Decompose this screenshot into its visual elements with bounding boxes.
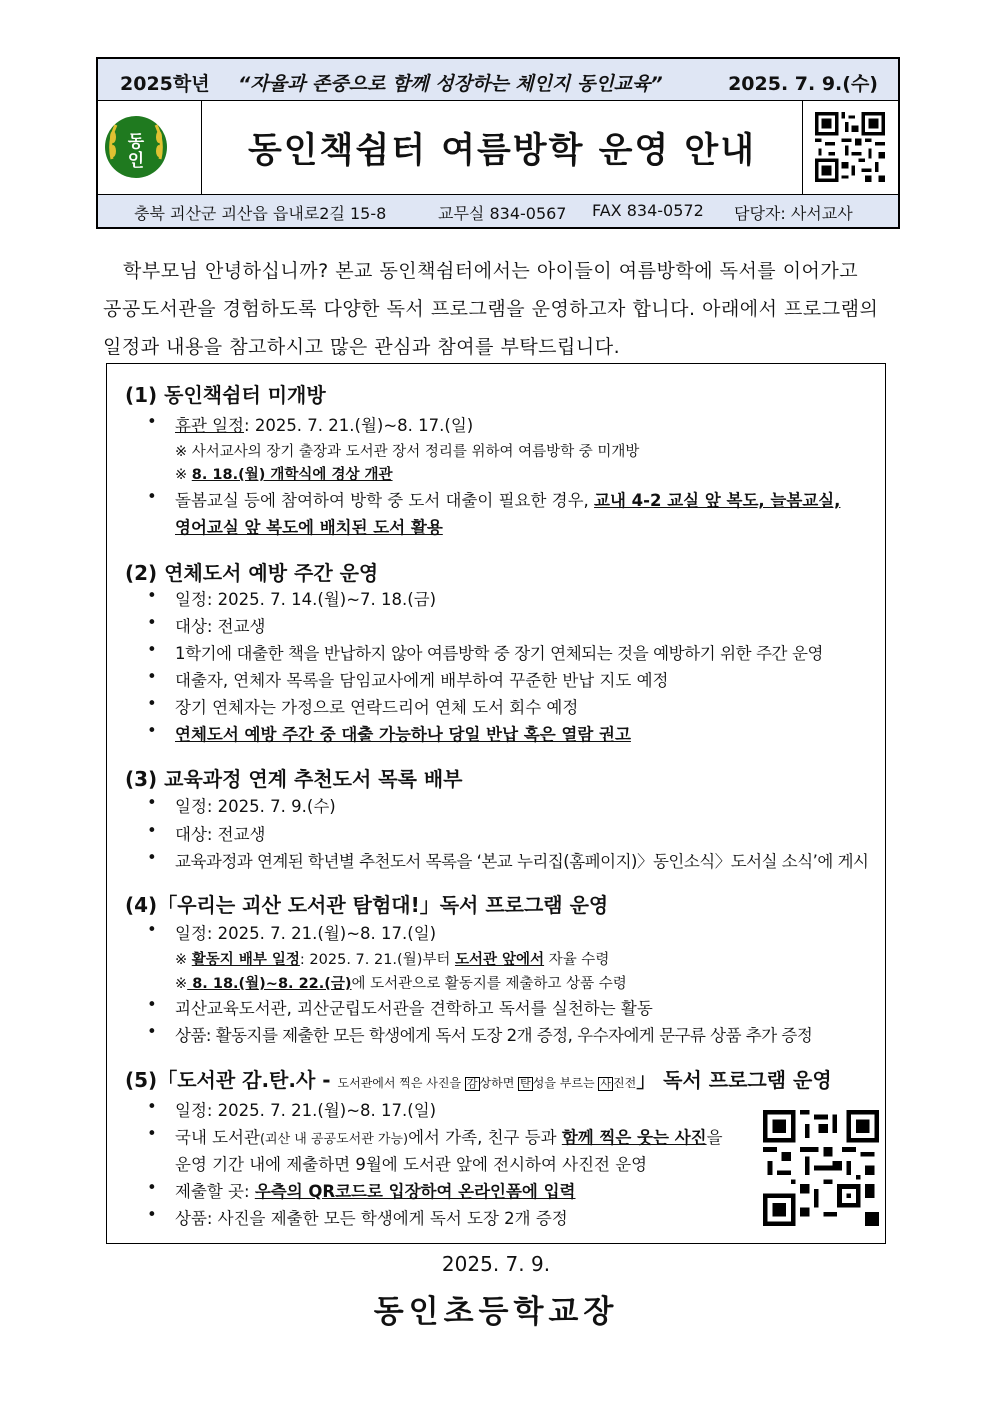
fax-number: FAX 834-0572 <box>592 201 704 220</box>
school-address: 충북 괴산군 괴산읍 읍내로2길 15-8 <box>134 204 387 223</box>
list-item-continuation: 운영 기간 내에 제출하면 9월에 도서관 앞에 전시하여 사진전 운영 <box>175 1155 648 1174</box>
section-3-heading: (3) 교육과정 연계 추천도서 목록 배부 <box>125 767 463 791</box>
program-box: (1) 동인책쉼터 미개방 • 휴관 일정: 2025. 7. 21.(월)~8. 17.(일) ※ 사서교사의 장기 출장과 도서관 장서 정리를 위하여 여름방학 중 미개방 ※ 8. 18.(월) 개학식에 경상 개관 • 돌봄교실 등에 참여하여 방학 중 도서 대출이 필요한 경우, 교내 4-2 교실 앞 복도, 늘봄교실, 영어교실 앞 복도에 배치된 도서 활용 (2) 연체도서 예방 주간 운영 • 일정: 2025. 7. 14.(월)~7. 18.(금) • 대상: 전교생 • 1학기에 대출한 책을 반납하지 않아 여름방학 중 장기 연체되는 것을 예방하기 위한 주간 운영 • 대출자, 연체자 목록을 담임교사에게 배부하여 꾸준한 반납 지도 예정 • 장기 연체자는 가정으로 연락드리어 연체 도서 회수 예정 • 연체도서 예방 주간 중 대출 가능하나 당일 반납 혹은 열람 권고 (3) 교육과정 연계 추천도서 목록 배부 • 일정: 2025. 7. 9.(수) • 대상: 전교생 • 교육과정과 연계된 학년별 추천도서 목록을 ‘본교 누리집(홈페이지)〉동인소식〉도서실 소식’에 게시 (4)「우리는 괴산 도서관 탐험대!」독서 프로그램 운영 • 일정: 2025. 7. 21.(월)~8. 17.(일) ※ 활동지 배부 일정: 2025. 7. 21.(월)부터 도서관 앞에서 자율 수령 ※ 8. 18.(월)~8. 22.(금)에 도서관으로 활동지를 제출하고 상품 수령 • 괴산교육도서관, 괴산군립도서관을 견학하고 독서를 실천하는 활동 • 상품: 활동지를 제출한 모든 학생에게 독서 도장 2개 증정, 우수자에게 문구류 상품 추가 증정 (5)「도서관 감.탄.사 - 도서관에서 찍은 사진을 감 상하면 탄 성을 부르는 사 진전」 독서 프로그램 운영 • 일정: 2025. 7. 21.(월)~8. 17.(일) • 국내 도서관(괴산 내 공공도서관 가능)에서 가족, 친구 등과 함께 찍은 웃는 사진을 운영 기간 내에 제출하면 9월에 도서관 앞에 전시하여 사진전 운영 • 제출할 곳: 우측의 QR코드로 입장하여 온라인폼에 입력 • 상품: 사진을 제출한 모든 학생에게 독서 도장 2개 증정 <box>106 363 886 1244</box>
list-item-continuation: 영어교실 앞 복도에 배치된 도서 활용 <box>175 518 443 537</box>
note: ※ 8. 18.(월) 개학식에 경상 개관 <box>175 467 393 483</box>
note: ※ 사서교사의 장기 출장과 도서관 장서 정리를 위하여 여름방학 중 미개방 <box>175 444 640 460</box>
qr-code-icon[interactable] <box>815 112 885 182</box>
header-title-row <box>98 101 898 195</box>
motto: “자율과 존중으로 함께 성장하는 체인지 동인교육” <box>238 73 663 95</box>
section-1-heading: (1) 동인책쉼터 미개방 <box>125 383 326 407</box>
letterhead <box>96 57 900 229</box>
header-top-band <box>98 59 898 101</box>
office-phone: 교무실 834-0567 <box>438 204 567 223</box>
intro-line: 일정과 내용을 참고하시고 많은 관심과 참여를 부탁드립니다. <box>103 336 621 358</box>
section-4-heading: (4)「우리는 괴산 도서관 탐험대!」독서 프로그램 운영 <box>125 893 609 917</box>
intro-paragraph <box>103 252 891 366</box>
school-year: 2025학년 <box>120 73 210 95</box>
intro-line: 학부모님 안녕하십니까? 본교 동인책쉼터에서는 아이들이 여름방학에 독서를 이어가고 <box>123 260 859 282</box>
issue-date: 2025. 7. 9.(수) <box>728 73 878 95</box>
submission-qr-code-icon[interactable] <box>763 1110 879 1226</box>
logo-text-2: 인 <box>127 151 145 171</box>
note: ※ 활동지 배부 일정: 2025. 7. 21.(월)부터 도서관 앞에서 자율 수령 <box>175 952 610 968</box>
header-contact-band <box>98 195 898 227</box>
footer-date: 2025. 7. 9. <box>441 1252 551 1276</box>
school-emblem <box>98 101 202 194</box>
logo-text-1: 동 <box>127 132 145 152</box>
principal-signature: 동인초등학교장 <box>373 1294 619 1330</box>
school-logo-cell <box>98 101 202 194</box>
contact-person: 담당자: 사서교사 <box>734 204 853 223</box>
section-2-heading: (2) 연체도서 예방 주간 운영 <box>125 561 379 585</box>
note: ※ 8. 18.(월)~8. 22.(금)에 도서관으로 활동지를 제출하고 상품 수령 <box>175 976 627 992</box>
intro-line: 공공도서관을 경험하도록 다양한 독서 프로그램을 운영하고자 합니다. 아래에서 프로그램의 <box>103 298 879 320</box>
document-title: 동인책쉼터 여름방학 운영 안내 <box>247 131 757 171</box>
header-qr-cell <box>802 101 898 194</box>
section-5-heading: (5)「도서관 감.탄.사 - 도서관에서 찍은 사진을 감 상하면 탄 성을 부르는 사 진전」 독서 프로그램 운영 <box>125 1068 832 1092</box>
